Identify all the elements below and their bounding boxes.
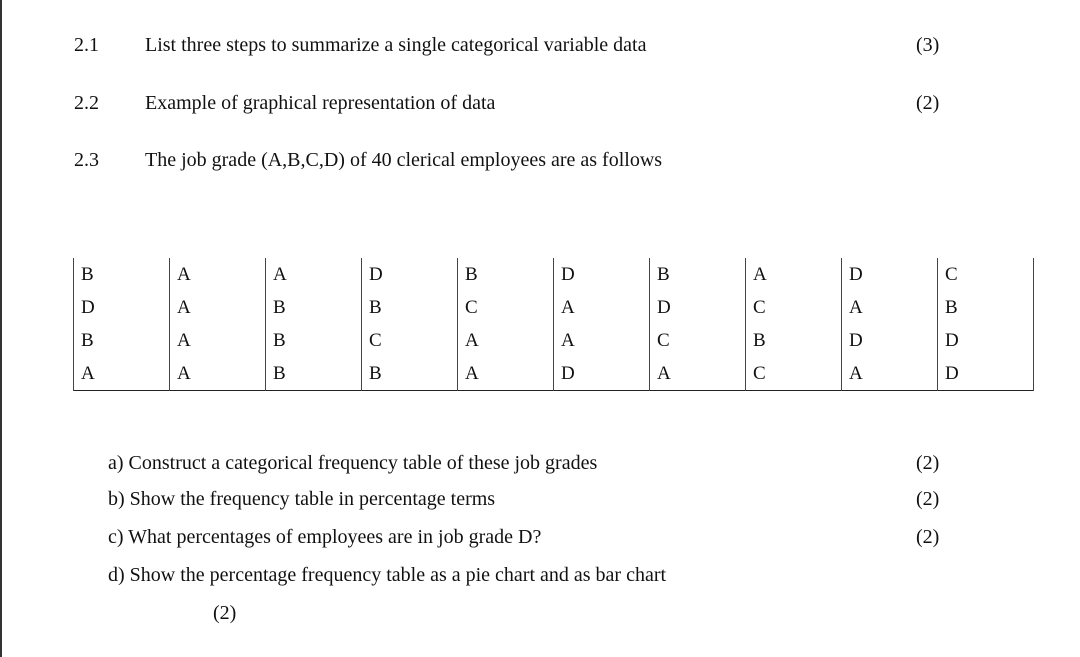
- page-left-border: [0, 0, 2, 657]
- grade-cell: D: [842, 324, 938, 357]
- subquestion-d: d) Show the percentage frequency table as a pie chart and as bar chart: [108, 564, 667, 586]
- subquestion-c-marks: (2): [916, 526, 940, 548]
- table-row: [74, 324, 1034, 357]
- subquestion-d-marks: (2): [213, 602, 237, 624]
- grade-cell: A: [170, 291, 266, 324]
- subquestion-a-marks: (2): [916, 452, 940, 474]
- question-marks: (2): [916, 92, 940, 114]
- table-row: [74, 357, 1034, 391]
- grade-cell: B: [266, 357, 362, 391]
- grade-cell: A: [458, 357, 554, 391]
- grade-cell: D: [938, 324, 1034, 357]
- grade-cell: B: [362, 357, 458, 391]
- grade-cell: A: [842, 291, 938, 324]
- table-row: [74, 258, 1034, 291]
- grade-cell: A: [266, 258, 362, 291]
- grade-cell: B: [266, 324, 362, 357]
- grade-cell: A: [170, 258, 266, 291]
- subquestion-b-marks: (2): [916, 488, 940, 510]
- question-number: 2.3: [74, 149, 99, 171]
- grade-cell: A: [650, 357, 746, 391]
- question-text: The job grade (A,B,C,D) of 40 clerical employees are as follows: [145, 149, 663, 171]
- grade-cell: C: [938, 258, 1034, 291]
- question-marks: (3): [916, 34, 940, 56]
- question-text: Example of graphical representation of data: [145, 92, 496, 114]
- grade-cell: D: [554, 258, 650, 291]
- grade-cell: A: [170, 324, 266, 357]
- grade-cell: B: [362, 291, 458, 324]
- subquestion-b: b) Show the frequency table in percentage terms: [108, 488, 496, 510]
- grade-cell: C: [746, 291, 842, 324]
- grade-cell: D: [74, 291, 170, 324]
- grade-cell: B: [74, 258, 170, 291]
- grade-cell: D: [554, 357, 650, 391]
- grade-cell: D: [362, 258, 458, 291]
- question-number: 2.2: [74, 92, 99, 114]
- grade-cell: D: [650, 291, 746, 324]
- job-grades-table: [73, 258, 1034, 391]
- grade-cell: B: [266, 291, 362, 324]
- grade-cell: A: [554, 291, 650, 324]
- grade-cell: C: [458, 291, 554, 324]
- question-number: 2.1: [74, 34, 99, 56]
- grade-cell: A: [554, 324, 650, 357]
- grade-cell: A: [458, 324, 554, 357]
- grade-cell: A: [746, 258, 842, 291]
- grade-cell: C: [650, 324, 746, 357]
- grade-cell: D: [938, 357, 1034, 391]
- grade-cell: B: [938, 291, 1034, 324]
- grade-cell: A: [842, 357, 938, 391]
- table-row: [74, 291, 1034, 324]
- grade-cell: A: [74, 357, 170, 391]
- subquestion-c: c) What percentages of employees are in job grade D?: [108, 526, 542, 548]
- grade-cell: C: [746, 357, 842, 391]
- grade-cell: B: [746, 324, 842, 357]
- question-text: List three steps to summarize a single categorical variable data: [145, 34, 647, 56]
- grade-cell: B: [650, 258, 746, 291]
- grade-cell: D: [842, 258, 938, 291]
- grade-cell: B: [74, 324, 170, 357]
- grade-cell: C: [362, 324, 458, 357]
- grade-cell: B: [458, 258, 554, 291]
- subquestion-a: a) Construct a categorical frequency table of these job grades: [108, 452, 598, 474]
- grade-cell: A: [170, 357, 266, 391]
